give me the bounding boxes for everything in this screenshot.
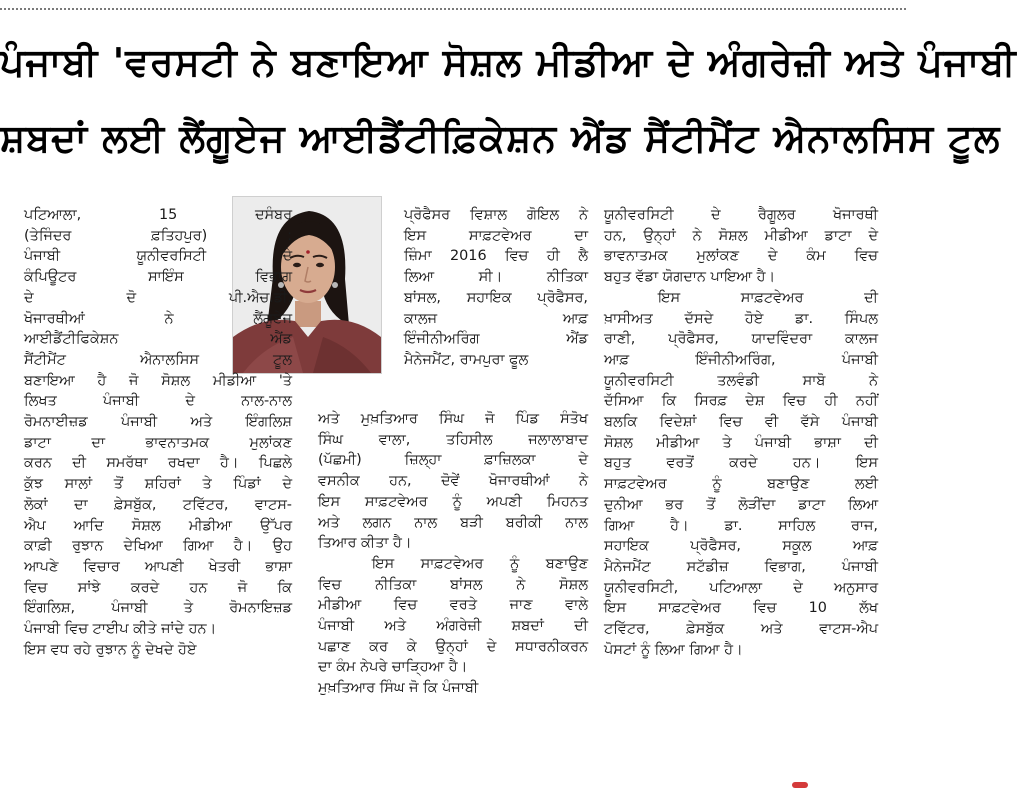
article-line: ਗਿਆ ਹੈ। ਡਾ. ਸਾਹਿਲ ਰਾਜ, (604, 517, 878, 534)
article-line: ਪ੍ਰੋਫੈਸਰ ਵਿਸ਼ਾਲ ਗੋਇਲ ਨੇ (404, 207, 588, 223)
article-line: ਯੂਨੀਵਰਸਿਟੀ, ਪਟਿਆਲਾ ਦੇ ਅਨੁਸਾਰ (604, 579, 878, 596)
article-line: ਕਾਫ਼ੀ ਰੁਝਾਨ ਦੇਖਿਆ ਗਿਆ ਹੈ। ਉਹ (24, 538, 292, 555)
article-line: ਰੋਮਨਾਈਜ਼ਡ ਪੰਜਾਬੀ ਅਤੇ ਇੰਗਲਿਸ਼ (24, 414, 292, 431)
headline-line-1: ਪੰਜਾਬੀ 'ਵਰਸਟੀ ਨੇ ਬਣਾਇਆ ਸੋਸ਼ਲ ਮੀਡੀਆ ਦੇ ਅੰਗਰੇਜ਼ੀ ਅਤੇ ਪੰਜਾਬੀ (0, 40, 1017, 84)
article-line: ਇੰਗਲਿਸ਼, ਪੰਜਾਬੀ ਤੇ ਰੋਮਨਾਇਜ਼ਡ (24, 600, 292, 617)
article-line: ਪਛਾਣ ਕਰ ਕੇ ਉਨ੍ਹਾਂ ਦੇ ਸਧਾਰਨੀਕਰਨ (318, 638, 588, 655)
article-column-3 (604, 205, 878, 660)
article-line: ਕਰਨ ਦੀ ਸਮਰੱਥਾ ਰਖਦਾ ਹੈ। ਪਿਛਲੇ (24, 455, 292, 472)
article-line: ਸਾਫ਼ਟਵੇਅਰ ਨੂੰ ਬਣਾਉਣ ਲਈ (604, 476, 878, 493)
article-line: ਪੋਸਟਾਂ ਨੂੰ ਲਿਆ ਗਿਆ ਹੈ। (604, 641, 743, 658)
article-line: ਖ਼ਾਸੀਅਤ ਦੱਸਦੇ ਹੋਏ ਡਾ. ਸਿੰਪਲ (604, 310, 878, 327)
article-line: ਸੈਂਟੀਮੈਂਟ ਐਨਾਲਸਿਸ ਟੂਲ (24, 351, 292, 368)
article-line: ਪੰਜਾਬੀ ਅਤੇ ਅੰਗਰੇਜ਼ੀ ਸ਼ਬਦਾਂ ਦੀ (318, 618, 588, 635)
article-line: ਤਿਆਰ ਕੀਤਾ ਹੈ। (318, 535, 412, 552)
article-line: ਵਸਨੀਕ ਹਨ, ਦੋਵੇਂ ਖੋਜਾਰਥੀਆਂ ਨੇ (318, 473, 588, 490)
article-line: ਜ਼ਿੰਮਾ 2016 ਵਿਚ ਹੀ ਲੈ (404, 248, 588, 265)
article-line: ਰਾਣੀ, ਪ੍ਰੋਫੈਸਰ, ਯਾਦਵਿੰਦਰਾ ਕਾਲਜ (604, 331, 878, 348)
article-line: ਯੂਨੀਵਰਸਿਟੀ ਦੇ ਰੈਗੂਲਰ ਖੋਜਾਰਥੀ (604, 207, 878, 223)
article-line: ਮੈਨੇਜਮੈਂਟ ਸਟੱਡੀਜ਼ ਵਿਭਾਗ, ਪੰਜਾਬੀ (604, 558, 878, 575)
article-line: ਹਨ, ਉਨ੍ਹਾਂ ਨੇ ਸੋਸ਼ਲ ਮੀਡੀਆ ਡਾਟਾ ਦੇ (604, 227, 878, 244)
article-line: (ਤੇਜਿੰਦਰ ਫ਼ਤਿਹਪੁਰ) : (24, 227, 292, 244)
article-line: ਵਿਚ ਨੀਤਿਕਾ ਬਾਂਸਲ ਨੇ ਸੋਸ਼ਲ (318, 576, 588, 593)
article-line: ਸਿੰਘ ਵਾਲਾ, ਤਹਿਸੀਲ ਜਲਾਲਾਬਾਦ (318, 431, 588, 448)
article-line: ਇਸ ਸਾਫ਼ਟਵੇਅਰ ਦੀ (658, 289, 878, 306)
article-line: ਇੰਜੀਨੀਅਰਿੰਗ ਐਂਡ (404, 331, 588, 348)
article-line: ਬਣਾਇਆ ਹੈ ਜੋ ਸੋਸ਼ਲ ਮੀਡੀਆ 'ਤੇ (24, 372, 292, 389)
article-line: ਪਟਿਆਲਾ, 15 ਦਸੰਬਰ (24, 207, 292, 223)
article-line: ਐਪ ਆਦਿ ਸੋਸ਼ਲ ਮੀਡੀਆ ਉੱਪਰ (24, 517, 292, 534)
article-line: ਬਲਕਿ ਵਿਦੇਸ਼ਾਂ ਵਿਚ ਵੀ ਵੱਸੇ ਪੰਜਾਬੀ (604, 414, 878, 431)
article-line: ਲਿਖਤ ਪੰਜਾਬੀ ਦੇ ਨਾਲ-ਨਾਲ (24, 393, 292, 410)
article-line: ਲਿਆ ਸੀ। ਨੀਤਿਕਾ (404, 269, 588, 286)
article-line: ਇਸ ਸਾਫ਼ਟਵੇਅਰ ਦਾ (404, 227, 588, 244)
article-line: ਪੰਜਾਬੀ ਯੂਨੀਵਰਸਿਟੀ ਦੇ (24, 248, 292, 265)
article-line: ਅਤੇ ਮੁਖ਼ਤਿਆਰ ਸਿੰਘ ਜੋ ਪਿੰਡ ਸੰਤੋਖ (318, 411, 588, 427)
article-line: ਕੰਪਿਊਟਰ ਸਾਇੰਸ ਵਿਭਾਗ (24, 269, 292, 286)
article-line: ਦੁਨੀਆ ਭਰ ਤੋਂ ਲੋੜੀਂਦਾ ਡਾਟਾ ਲਿਆ (604, 496, 878, 513)
article-line: ਟਵਿੱਟਰ, ਫ਼ੇਸਬੁੱਕ ਅਤੇ ਵਾਟਸ-ਐਪ (604, 621, 878, 638)
article-line: ਇਸ ਸਾਫ਼ਟਵੇਅਰ ਨੂੰ ਅਪਣੀ ਮਿਹਨਤ (318, 493, 588, 510)
article-line: ਬਹੁਤ ਵਰਤੋਂ ਕਰਦੇ ਹਨ। ਇਸ (604, 455, 878, 472)
article-line: ਲੋਕਾਂ ਦਾ ਫ਼ੇਸਬੁੱਕ, ਟਵਿੱਟਰ, ਵਾਟਸ- (24, 496, 292, 513)
article-line: ਬਹੁਤ ਵੱਡਾ ਯੋਗਦਾਨ ਪਾਇਆ ਹੈ। (604, 269, 776, 286)
article-line: ਆਈਡੈਂਟੀਫਿਕੇਸ਼ਨ ਐਂਡ (24, 331, 292, 348)
article-line: ਬਾਂਸਲ, ਸਹਾਇਕ ਪ੍ਰੋਫੈਸਰ, (404, 289, 588, 306)
article-column-2-bottom (318, 409, 588, 699)
article-line: ਇਸ ਸਾਫ਼ਟਵੇਅਰ ਨੂੰ ਬਣਾਉਣ (372, 555, 588, 572)
article-line: ਇਸ ਵਧ ਰਹੇ ਰੁਝਾਨ ਨੂੰ ਦੇਖਦੇ ਹੋਏ (24, 641, 197, 658)
article-line: (ਪੱਛਮੀ) ਜ਼ਿਲ੍ਹਾ ਫ਼ਾਜ਼ਿਲਕਾ ਦੇ (318, 452, 588, 469)
article-line: ਭਾਵਨਾਤਮਕ ਮੁਲਾਂਕਣ ਦੇ ਕੰਮ ਵਿਚ (604, 248, 878, 265)
red-mark (792, 782, 808, 788)
article-line: ਸਹਾਇਕ ਪ੍ਰੋਫੈਸਰ, ਸਕੂਲ ਆਫ਼ (604, 538, 878, 555)
article-line: ਵਿਚ ਸਾਂਝੇ ਕਰਦੇ ਹਨ ਜੋ ਕਿ (24, 579, 292, 596)
article-line: ਪੰਜਾਬੀ ਵਿਚ ਟਾਈਪ ਕੀਤੇ ਜਾਂਦੇ ਹਨ। (24, 621, 217, 638)
article-line: ਆਪਣੇ ਵਿਚਾਰ ਆਪਣੀ ਖੇਤਰੀ ਭਾਸ਼ਾ (24, 558, 292, 575)
article-line: ਯੂਨੀਵਰਸਿਟੀ ਤਲਵੰਡੀ ਸਾਬੋ ਨੇ (604, 372, 878, 389)
article-line: ਸੋਸ਼ਲ ਮੀਡੀਆ ਤੇ ਪੰਜਾਬੀ ਭਾਸ਼ਾ ਦੀ (604, 434, 878, 451)
article-line: ਮੁਖ਼ਤਿਆਰ ਸਿੰਘ ਜੋ ਕਿ ਪੰਜਾਬੀ (318, 680, 479, 697)
article-line: ਆਫ਼ ਇੰਜੀਨੀਅਰਿੰਗ, ਪੰਜਾਬੀ (604, 351, 878, 368)
headline-line-2: ਸ਼ਬਦਾਂ ਲਈ ਲੈਂਗੂਏਜ ਆਈਡੈਂਟੀਫ਼ਿਕੇਸ਼ਨ ਐਂਡ ਸੈਂਟੀਮੈਂਟ ਐਨਾਲਸਿਸ ਟੂਲ (0, 116, 1001, 160)
article-line: ਕਾਲਜ ਆਫ਼ (404, 310, 588, 327)
article-line: ਕੁੱਝ ਸਾਲਾਂ ਤੋਂ ਸ਼ਹਿਰਾਂ ਤੇ ਪਿੰਡਾਂ ਦੇ (24, 476, 292, 493)
article-line: ਇਸ ਸਾਫ਼ਟਵੇਅਰ ਵਿਚ 10 ਲੱਖ (604, 600, 878, 617)
article-line: ਦੱਸਿਆ ਕਿ ਸਿਰਫ਼ ਦੇਸ਼ ਵਿਚ ਹੀ ਨਹੀਂ (604, 393, 878, 410)
dotted-divider (0, 8, 906, 10)
article-column-1 (24, 205, 292, 660)
article-line: ਡਾਟਾ ਦਾ ਭਾਵਨਾਤਮਕ ਮੁਲਾਂਕਣ (24, 434, 292, 451)
article-column-2-top (404, 205, 588, 371)
article-line: ਅਤੇ ਲਗਨ ਨਾਲ ਬੜੀ ਬਰੀਕੀ ਨਾਲ (318, 514, 588, 531)
article-line: ਮੀਡੀਆ ਵਿਚ ਵਰਤੇ ਜਾਣ ਵਾਲੇ (318, 597, 588, 614)
article-line: ਦਾ ਕੰਮ ਨੇਪਰੇ ਚਾੜ੍ਹਿਆ ਹੈ। (318, 659, 468, 676)
article-line: ਦੇ ਦੋ ਪੀ.ਐਚ.ਡੀ. (24, 289, 292, 306)
article-line: ਖੋਜਾਰਥੀਆਂ ਨੇ ਲੈਂਗੂਏਜ (24, 310, 292, 327)
article-line: ਮੈਨੇਜਮੈਂਟ, ਰਾਮਪੁਰਾ ਫੂਲ (404, 351, 529, 368)
